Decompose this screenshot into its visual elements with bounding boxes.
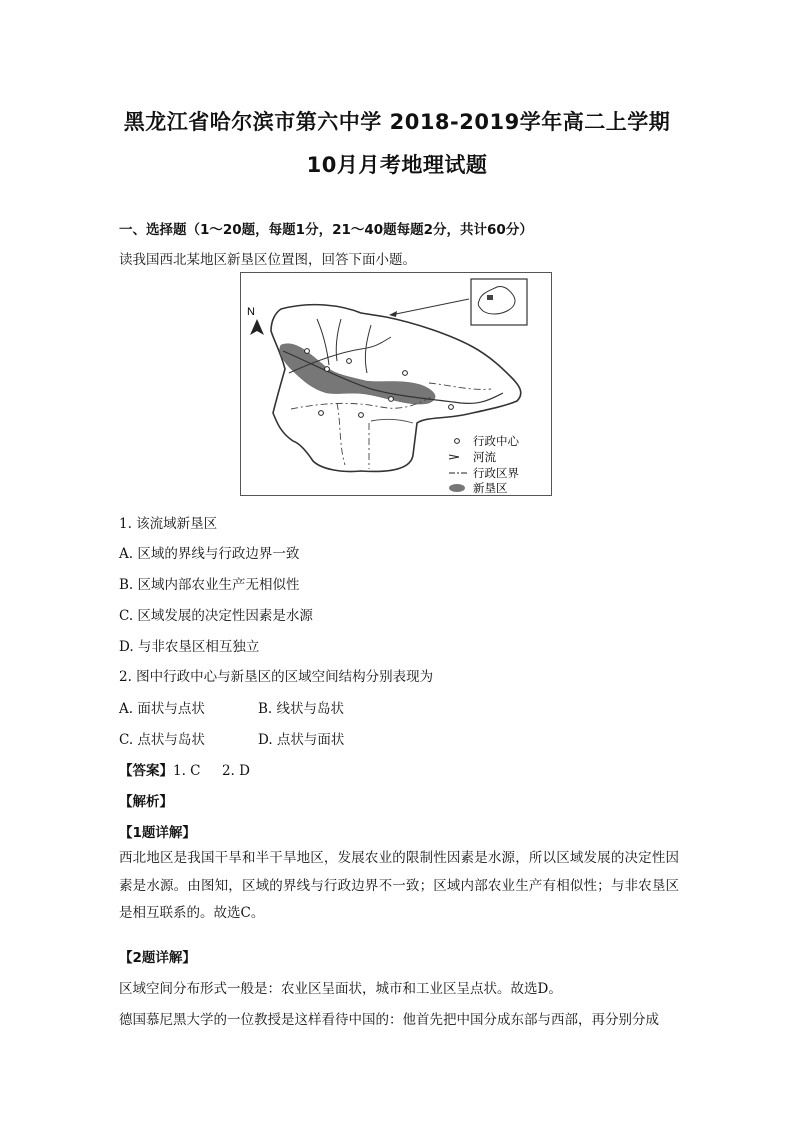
analysis-label: 【解析】	[119, 794, 173, 810]
next-question-text: 德国慕尼黑大学的一位教授是这样看待中国的：他首先把中国分成东部与西部，再分别分成	[119, 1012, 659, 1028]
q1-stem: 1. 该流域新垦区	[119, 516, 218, 532]
admin-center	[305, 349, 310, 354]
q1-option-d: D. 与非农垦区相互独立	[119, 639, 260, 655]
q2-detail-label: 【2题详解】	[119, 950, 196, 966]
admin-center	[347, 359, 352, 364]
q2-option-c: C. 点状与岛状	[119, 732, 205, 748]
map-svg	[241, 273, 553, 497]
legend-label: 行政区界	[473, 466, 519, 480]
doc-title-line1: 黑龙江省哈尔滨市第六中学 2018-2019学年高二上学期	[123, 110, 671, 134]
north-arrow-icon	[250, 319, 264, 335]
north-label: N	[247, 306, 255, 318]
answer-row	[119, 759, 250, 779]
section-intro: 读我国西北某地区新垦区位置图，回答下面小题。	[119, 252, 416, 268]
pointer-arrow	[391, 299, 469, 315]
pointer-arrowhead-icon	[389, 311, 397, 317]
legend-river-icon	[449, 455, 459, 459]
admin-center	[319, 411, 324, 416]
admin-center	[359, 413, 364, 418]
legend-admin-center-icon	[455, 439, 460, 444]
legend-reclamation-icon	[449, 484, 465, 492]
doc-title-line2: 10月月考地理试题	[306, 153, 488, 177]
answer-value: 1. C 2. D	[173, 763, 250, 779]
q1-option-a: A. 区域的界线与行政边界一致	[119, 546, 300, 562]
q2-stem: 2. 图中行政中心与新垦区的区域空间结构分别表现为	[119, 669, 434, 685]
q2-option-d: D. 点状与面状	[258, 732, 345, 748]
admin-center	[389, 397, 394, 402]
legend-label: 新垦区	[473, 481, 508, 495]
q1-option-b: B. 区域内部农业生产无相似性	[119, 577, 300, 593]
q2-detail-text: 区域空间分布形式一般是：农业区呈面状，城市和工业区呈点状。故选D。	[119, 981, 562, 997]
q1-detail-label: 【1题详解】	[119, 825, 196, 841]
admin-center	[449, 405, 454, 410]
q2-option-a: A. 面状与点状	[119, 701, 205, 717]
q1-detail-text: 西北地区是我国干旱和半干旱地区，发展农业的限制性因素是水源，所以区域发展的决定性因素是水源。由图知，区域的界线与行政边界不一致；区域内部农业生产有相似性；与非农垦区是相互联系的。故选C。	[119, 850, 679, 921]
map-figure	[240, 272, 552, 496]
inset-highlight	[487, 295, 493, 300]
answer-label: 【答案】	[119, 763, 173, 779]
section-heading: 一、选择题（1～20题，每题1分，21～40题每题2分，共计60分）	[119, 222, 533, 238]
admin-center	[403, 371, 408, 376]
q2-option-b: B. 线状与岛状	[258, 701, 345, 717]
q1-option-c: C. 区域发展的决定性因素是水源	[119, 608, 313, 624]
admin-center	[325, 367, 330, 372]
legend-label: 行政中心	[473, 434, 519, 448]
legend-label: 河流	[473, 450, 496, 464]
